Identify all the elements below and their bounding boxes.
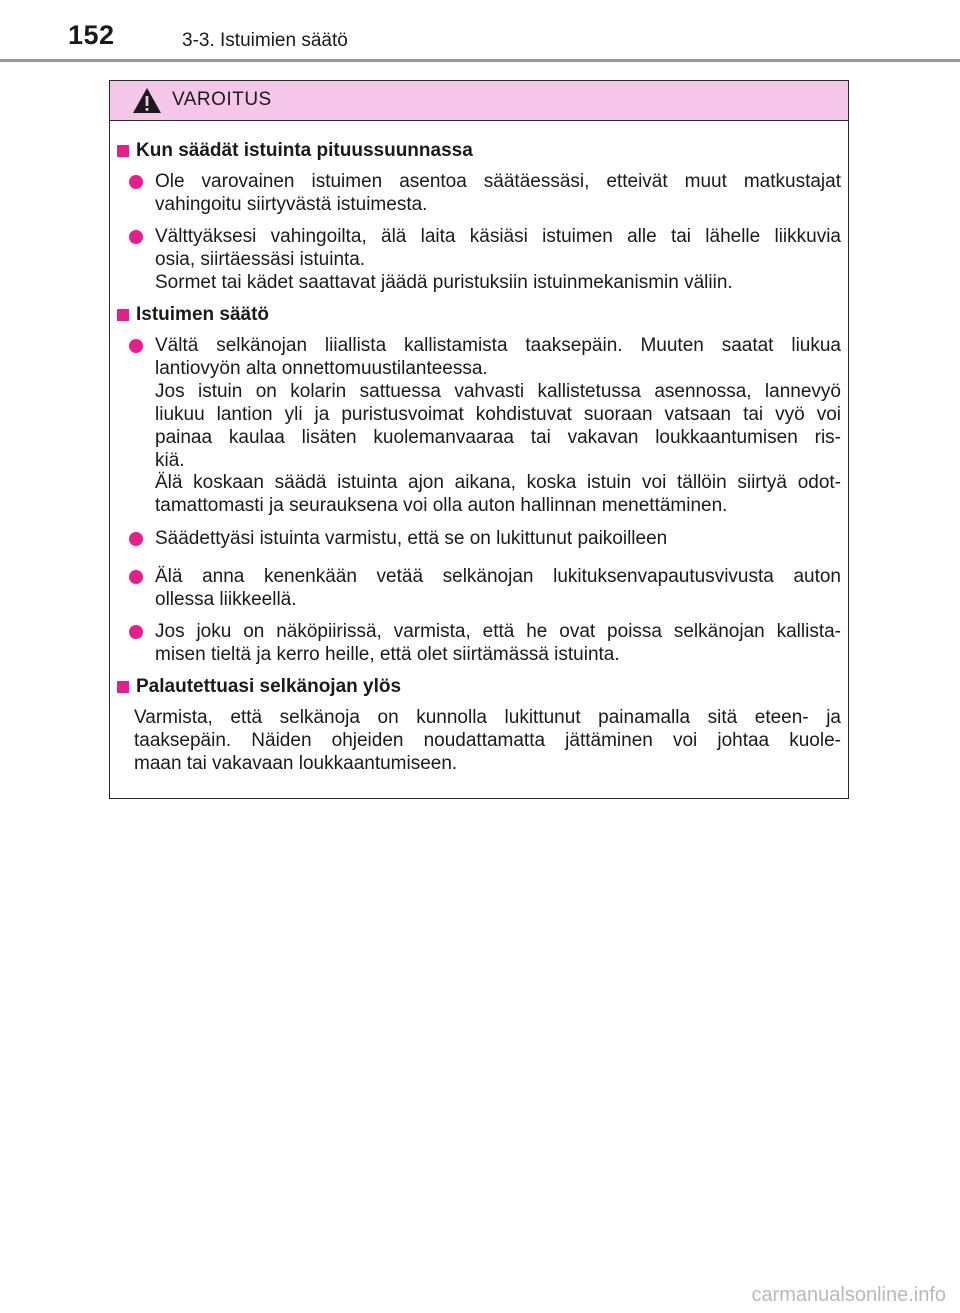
round-bullet-icon (129, 570, 143, 584)
section-title: 3-3. Istuimien säätö (182, 30, 348, 51)
round-bullet-icon (129, 230, 143, 244)
bullet-text: Välttyäksesi vahingoilta, älä laita käsiäsi istuimen alle tai lähelle liikkuvia osia, siirtäessäsi istuinta. Sormet tai kädet saattavat jäädä puristuksiin istuinmekanismin väliin. (155, 226, 841, 293)
warning-triangle-icon (132, 87, 162, 114)
square-bullet-icon (117, 681, 129, 693)
header-rule (0, 59, 960, 62)
warning-header (110, 81, 848, 121)
bullet-text: Vältä selkänojan liiallista kallistamista taaksepäin. Muuten saatat liukua lantiovyön alta onnettomuustilanteessa. Jos istuin on kolarin sattuessa vahvasti kallistetussa asennossa, lannevyö liukuu lantion yli ja puristusvoimat kohdistuvat suoraan vatsaan tai vyö voi painaa kaulaa lisäten kuolemanvaaraa tai vakavan loukkaantumisen ris- kiä. Älä koskaan säädä istuinta ajon aikana, koska istuin voi tällöin siirtyä odot- tamattomasti ja seurauksena voi olla auton hallinnan menettäminen. (155, 335, 841, 517)
round-bullet-icon (129, 175, 143, 189)
watermark: carmanualsonline.info (751, 1284, 946, 1306)
warning-title: VAROITUS (172, 89, 272, 110)
bullet-text: Jos joku on näköpiirissä, varmista, että he ovat poissa selkänojan kallista- misen tieltä ja kerro heille, että olet siirtämässä istuinta. (155, 621, 841, 665)
square-bullet-icon (117, 145, 129, 157)
page-number: 152 (68, 20, 115, 50)
plain-paragraph: Varmista, että selkänoja on kunnolla lukittunut painamalla sitä eteen- ja taaksepäin. Näiden ohjeiden noudattamatta jättäminen voi johtaa kuole- maan tai vakavaan loukkaantumiseen. (134, 707, 841, 774)
square-bullet-icon (117, 309, 129, 321)
round-bullet-icon (129, 339, 143, 353)
bullet-text: Ole varovainen istuimen asentoa säätäessäsi, etteivät muut matkustajat vahingoitu siirtyvästä istuimesta. (155, 171, 841, 215)
page-header (0, 0, 960, 62)
bullet-text: Älä anna kenenkään vetää selkänojan lukituksenvapautusvivusta auton ollessa liikkeellä. (155, 566, 841, 610)
round-bullet-icon (129, 625, 143, 639)
warning-box: VAROITUS Kun säädät istuinta pituussuunnassa Ole varovainen istuimen asentoa säätäessäsi, etteivät muut matkustajat vahingoitu siirtyvästä istuimesta. Välttyäksesi vahingoilta, älä laita käsiäsi istuimen alle tai lähelle liikkuvia osia, siirtäessäsi istuinta. Sormet tai kädet saattavat jäädä puristuksiin istuinmekanismin väliin. Istuimen säätö Vältä selkänojan liiallista kallistamista taaksepäin. Muuten saatat liukua lantiovyön alta onnettomuustilanteessa. Jos istuin on kolarin sattuessa vahvasti kallistetussa asennossa, lannevyö liukuu lantion yli ja puristusvoimat kohdistuvat suoraan vatsaan tai vyö voi painaa kaulaa lisäten kuolemanvaaraa tai vakavan loukkaantumisen ris- kiä. Älä koskaan säädä istuinta ajon aikana, koska istuin voi tällöin siirtyä odot- tamattomasti ja seurauksena voi olla auton hallinnan menettäminen. Säädettyäsi istuinta varmistu, että se on lukittunut paikoilleen Älä anna kenenkään vetää selkänojan lukituksenvapautusvivusta auton ollessa liikkeellä. Jos joku on näköpiirissä, varmista, että he ovat poissa selkänojan kallista- misen tieltä ja kerro heille, että olet siirtämässä istuinta. Palautettuasi selkänojan ylös Varmista, että selkänoja on kunnolla lukittunut painamalla sitä eteen- ja taaksepäin. Näiden ohjeiden noudattamatta jättäminen voi johtaa kuole- maan tai vakavaan loukkaantumiseen. (109, 80, 849, 799)
bullet-text: Säädettyäsi istuinta varmistu, että se on lukittunut paikoilleen (155, 528, 668, 549)
round-bullet-icon (129, 532, 143, 546)
